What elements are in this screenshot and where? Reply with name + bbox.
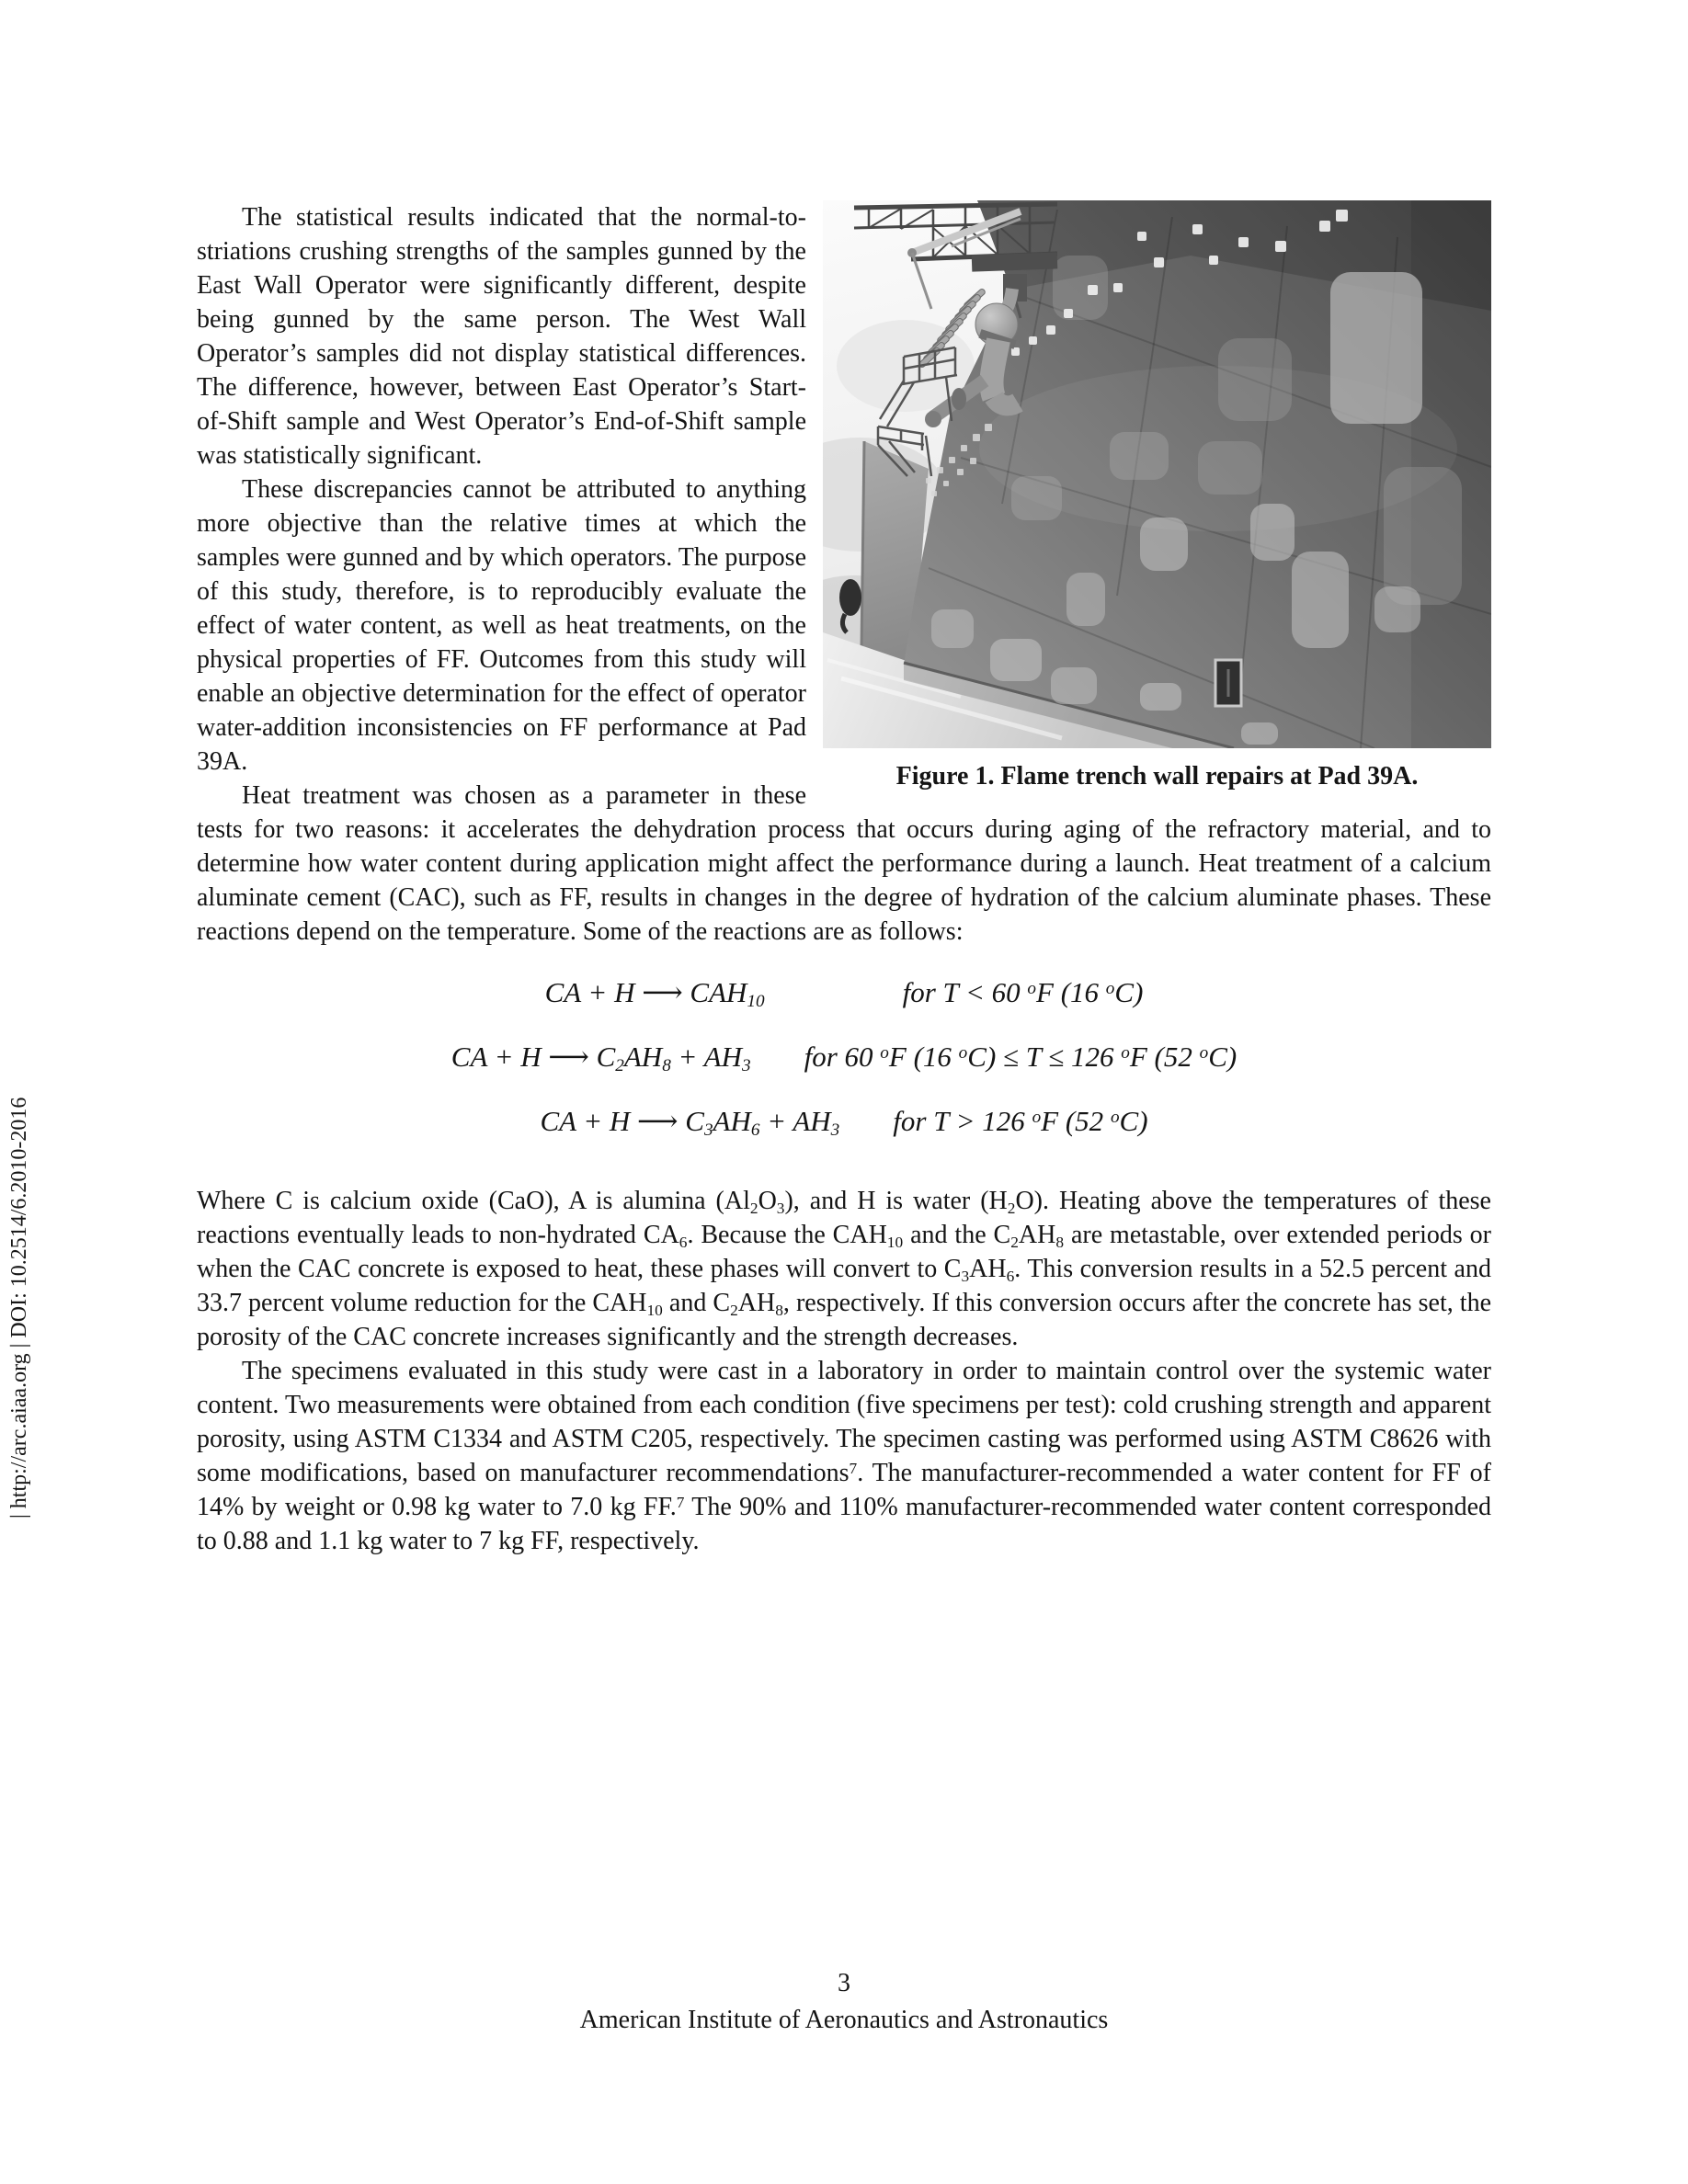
equation-1 — [197, 973, 1491, 1013]
equation-2-condition: for 60 $^o$F (16 $^o$C) ≤ T ≤ 126 $^o$F (52 $^o$C) — [804, 1041, 1237, 1073]
page-number: 3 — [838, 1969, 850, 1997]
footer-institution: American Institute of Aeronautics and Astronautics — [579, 2006, 1109, 2034]
equation-3-condition: for T > 126 $^o$F (52 $^o$C) — [893, 1105, 1148, 1137]
paragraph-3: Heat treatment was chosen as a parameter in these tests for two reasons: it accelerates the dehydration process that occurs during aging of the refractory material, and to determine how water content during application might affect the performance during a launch. Heat treatment of a calcium aluminate cement (CAC), such as FF, results in changes in the degree of hydration of the calcium aluminate phases. These reactions depend on the temperature. Some of the reactions are as follows: — [197, 781, 1491, 946]
paragraph-4: Where C is calcium oxide (CaO), A is alumina $(Al_2O_3)$, and H is water $(H_2O)$. Heating above the temperatures of these reactions eventually leads to non-hydrated $CA_6$. Because the $CAH_{10}$ and the $C_2AH_8$ are metastable, over extended periods or when the CAC concrete is exposed to heat, these phases will convert to $C_3AH_6$. This conversion results in a 52.5 percent and 33.7 percent volume reduction for the $CAH_{10}$ and $C_2AH_8$, respectively. If this conversion occurs after the concrete has set, the porosity of the CAC concrete increases significantly and the strength decreases. — [197, 1187, 1491, 1351]
equation-3 — [197, 1101, 1491, 1142]
equation-2-reaction: CA + H ⟶ $C_2AH_8 + AH_3$ — [451, 1041, 751, 1076]
paragraph-1: The statistical results indicated that the normal-to-striations crushing strengths of the samples gunned by the East Wall Operator were significantly different, despite being gunned by the same person. The West Wall Operator’s samples did not display statistical differences. The difference, however, between East Operator’s Start-of-Shift sample and West Operator’s End-of-Shift sample was statistically significant. — [197, 203, 806, 470]
doi-stamp: | http://arc.aiaa.org | DOI: 10.2514/6.2010-2016 — [7, 1097, 31, 1519]
figure-1 — [823, 200, 1491, 792]
equation-1-reaction: CA + H ⟶ $CAH_{10}$ — [544, 976, 765, 1012]
figure-caption: Figure 1. Flame trench wall repairs at Pad 39A. — [895, 762, 1419, 791]
equation-block — [197, 973, 1491, 1142]
page-content — [197, 200, 1491, 1558]
page-footer — [0, 1965, 1688, 2039]
paragraph-2: These discrepancies cannot be attributed to anything more objective than the relative times at which the samples were gunned and by which operators. The purpose of this study, therefore, is to reproducibly evaluate the effect of water content, as well as heat treatments, on the physical properties of FF. Outcomes from this study will enable an objective determination for the effect of operator water-addition inconsistencies on FF performance at Pad 39A. — [197, 475, 806, 776]
paragraph-5: The specimens evaluated in this study were cast in a laboratory in order to maintain control over the systemic water content. Two measurements were obtained from each condition (five specimens per test): cold crushing strength and apparent porosity, using ASTM C1334 and ASTM C205, respectively. The specimen casting was performed using ASTM C8626 with some modifications, based on manufacturer recommendations$^7$. The manufacturer-recommended a water content for FF of 14% by weight or 0.98 kg water to 7.0 kg FF.$^7$ The 90% and 110% manufacturer-recommended water content corresponded to 0.88 and 1.1 kg water to 7 kg FF, respectively. — [197, 1357, 1491, 1555]
flame-trench-photo — [823, 200, 1491, 748]
equation-1-condition: for T < 60 $^o$F (16 $^o$C) — [902, 976, 1144, 1008]
equation-3-reaction: CA + H ⟶ $C_3AH_6 + AH_3$ — [540, 1105, 840, 1141]
equation-2 — [197, 1037, 1491, 1077]
